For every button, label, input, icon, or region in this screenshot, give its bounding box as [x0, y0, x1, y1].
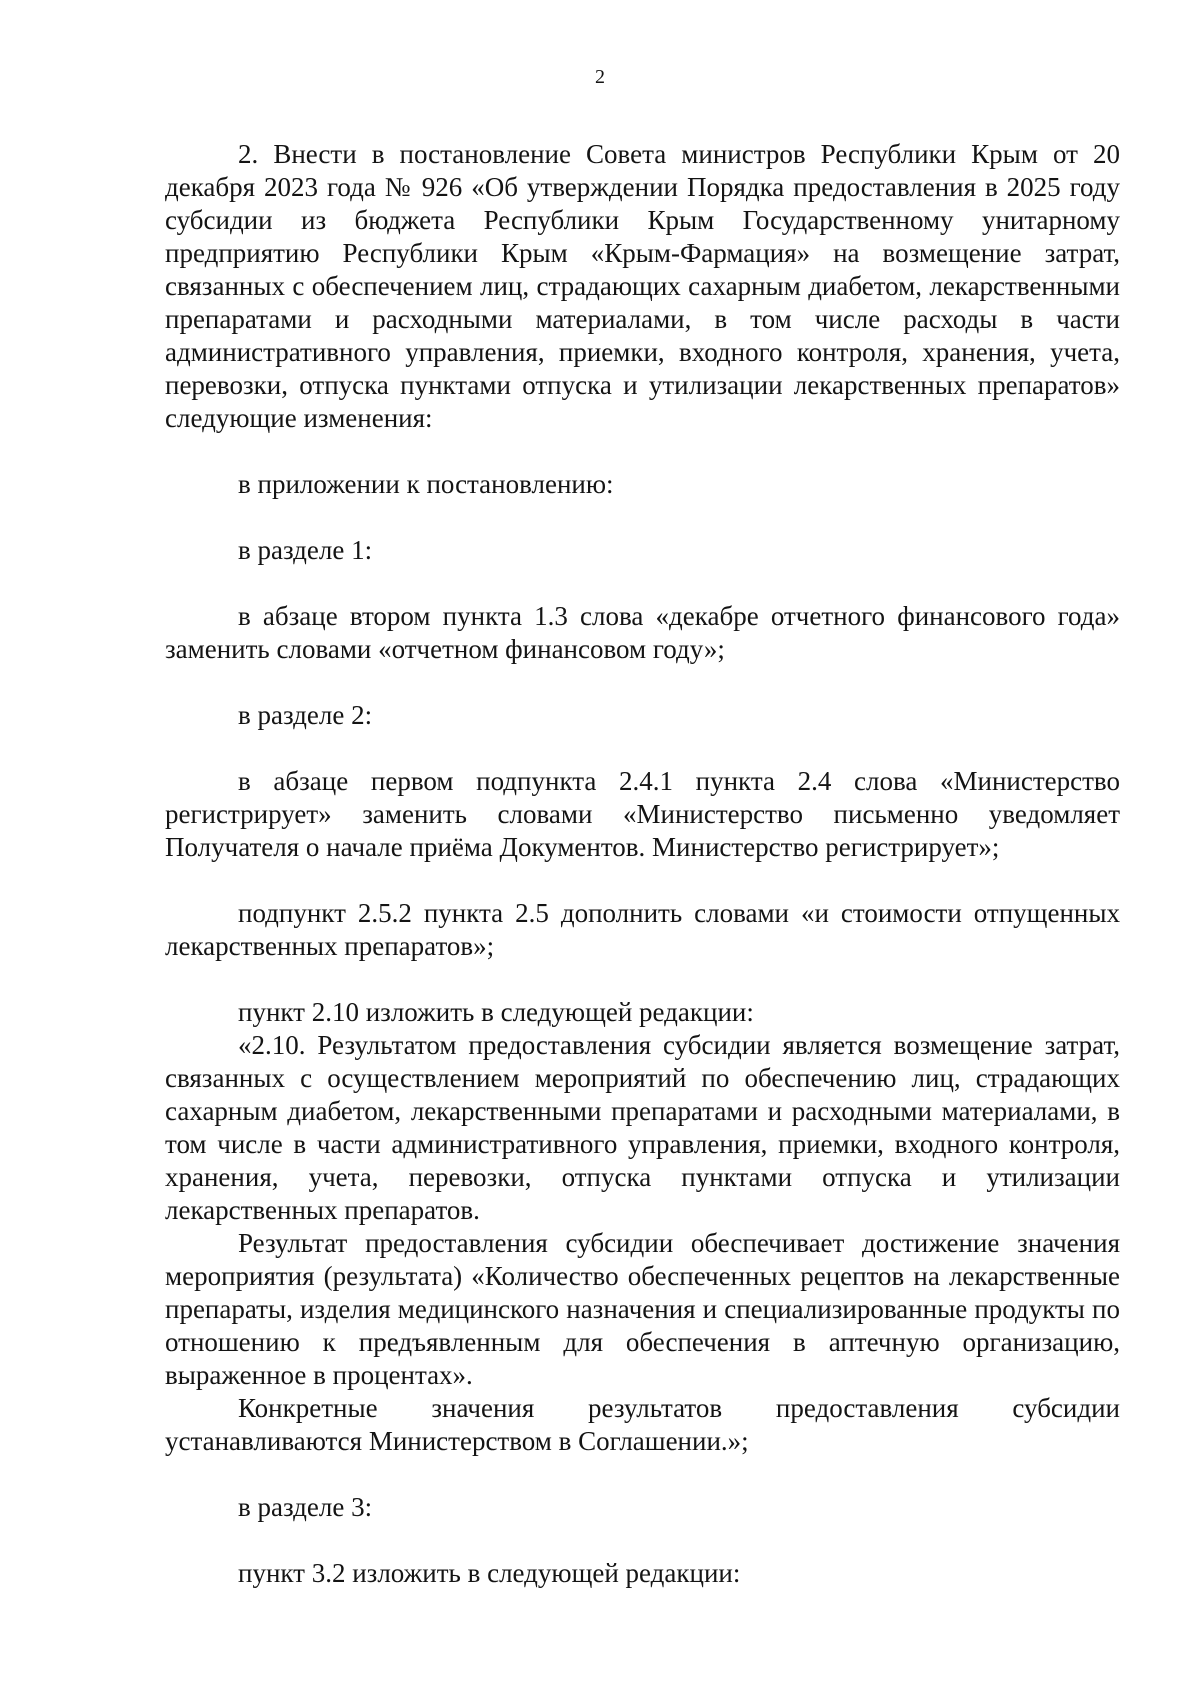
paragraph-section-3: в разделе 3: — [238, 1492, 373, 1522]
paragraph-section-2: в разделе 2: — [238, 700, 373, 730]
paragraph-clause-2-10-text: «2.10. Результатом предоставления субсидии является возмещение затрат, связанных с осуществлением мероприятий по обеспечению лиц, страдающих сахарным диабетом, лекарственными препаратами и расходными материалами, в том числе в части административного управления, приемки, входного контроля, хранения, учета, перевозки, отпуска пунктами отпуска и утилизации лекарственных препаратов. — [165, 1030, 1120, 1225]
paragraph-clause-2-4-1: в абзаце первом подпункта 2.4.1 пункта 2.4 слова «Министерство регистрирует» заменить словами «Министерство письменно уведомляет Получателя о начале приёма Документов. Министерство регистрирует»; — [165, 766, 1120, 862]
paragraph-section-1: в разделе 1: — [238, 535, 373, 565]
paragraph-item-2: 2. Внести в постановление Совета министров Республики Крым от 20 декабря 2023 года № 926 «Об утверждении Порядка предоставления в 2025 году субсидии из бюджета Республики Крым Государственному унитарному предприятию Республики Крым «Крым-Фармация» на возмещение затрат, связанных с обеспечением лиц, страдающих сахарным диабетом, лекарственными препаратами и расходными материалами, в том числе расходы в части административного управления, приемки, входного контроля, хранения, учета, перевозки, отпуска пунктами отпуска и утилизации лекарственных препаратов» следующие изменения: — [165, 139, 1120, 433]
paragraph-specific-values: Конкретные значения результатов предоставления субсидии устанавливаются Министерством в Соглашении.»; — [165, 1393, 1120, 1456]
paragraph-clause-3-2-intro: пункт 3.2 изложить в следующей редакции: — [238, 1558, 741, 1588]
paragraph-result-description: Результат предоставления субсидии обеспечивает достижение значения мероприятия (результата) «Количество обеспеченных рецептов на лекарственные препараты, изделия медицинского назначения и специализированные продукты по отношению к предъявленным для обеспечения в аптечную организацию, выраженное в процентах». — [165, 1228, 1120, 1390]
paragraph-in-appendix: в приложении к постановлению: — [238, 469, 614, 499]
page-number: 2 — [595, 66, 605, 88]
paragraph-clause-2-5-2: подпункт 2.5.2 пункта 2.5 дополнить словами «и стоимости отпущенных лекарственных препаратов»; — [165, 898, 1120, 961]
paragraph-clause-1-3: в абзаце втором пункта 1.3 слова «декабре отчетного финансового года» заменить словами «отчетном финансовом году»; — [165, 601, 1120, 664]
paragraph-clause-2-10-intro: пункт 2.10 изложить в следующей редакции: — [238, 997, 754, 1027]
document-body — [165, 138, 1120, 1590]
